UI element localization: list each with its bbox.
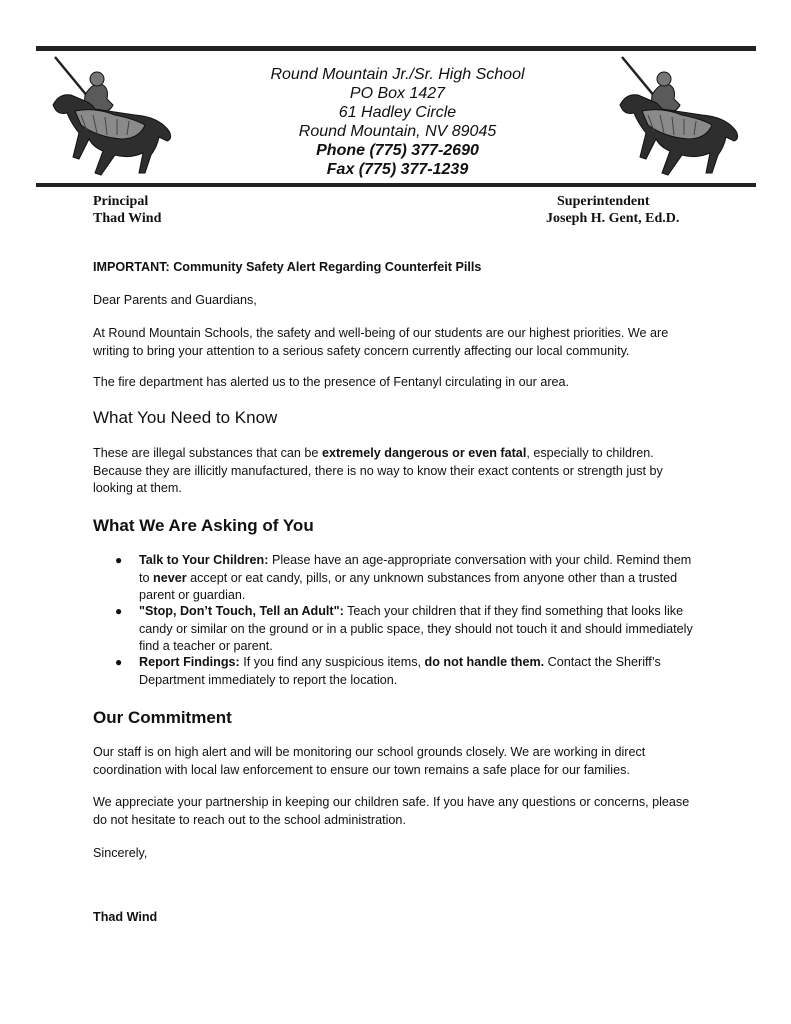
superintendent-name: Joseph H. Gent, Ed.D. (546, 211, 680, 226)
signature-name: Thad Wind (93, 910, 158, 924)
closing: Sincerely, (93, 846, 148, 860)
need-to-know-paragraph: These are illegal substances that can be extremely dangerous or even fatal, especially to children. Because they are illicitly manufactured, there is no way to know their exact contents or strength just by looking at them. (93, 446, 663, 495)
bullet-icon: ● (115, 604, 123, 618)
phone-number: Phone (775) 377-2690 (316, 142, 479, 159)
bullet-icon: ● (115, 553, 123, 567)
commitment-paragraph: Our staff is on high alert and will be monitoring our school grounds closely. We are working in direct coordination with local law enforcement to ensure our town remains a safe place for our families. (93, 745, 646, 777)
section-heading-need-to-know: What You Need to Know (93, 408, 278, 427)
header-top-rule (36, 46, 756, 51)
section-heading-commitment: Our Commitment (93, 708, 232, 727)
intro-paragraph: At Round Mountain Schools, the safety and well-being of our students are our highest priorities. We are writing to bring your attention to a serious safety concern currently affecting our local community. (93, 326, 669, 358)
appreciation-paragraph: We appreciate your partnership in keeping our children safe. If you have any questions or concerns, please do not hesitate to reach out to the school administration. (93, 795, 690, 827)
fax-number: Fax (775) 377-1239 (326, 161, 469, 178)
superintendent-title: Superintendent (557, 194, 650, 209)
city-state-zip: Round Mountain, NV 89045 (298, 123, 497, 140)
principal-title: Principal (93, 194, 149, 209)
knight-on-horse-icon (45, 55, 175, 185)
school-name: Round Mountain Jr./Sr. High School (270, 66, 525, 83)
salutation: Dear Parents and Guardians, (93, 293, 257, 307)
section-heading-asking: What We Are Asking of You (93, 516, 314, 535)
header-bottom-rule (36, 183, 756, 187)
street-address: 61 Hadley Circle (338, 104, 457, 121)
knight-on-horse-icon (612, 55, 742, 185)
principal-name: Thad Wind (93, 211, 162, 226)
list-item: Report Findings: If you find any suspicious items, do not handle them. Contact the Sheriff’s Department immediately to report the location. (139, 655, 661, 687)
bullet-icon: ● (115, 655, 123, 669)
po-box: PO Box 1427 (349, 85, 446, 102)
letter-subject: IMPORTANT: Community Safety Alert Regarding Counterfeit Pills (93, 260, 482, 274)
list-item: Talk to Your Children: Please have an age-appropriate conversation with your child. Remind them to never accept or eat candy, pills, or any unknown substances from anyone other than a trusted parent or guardian. (139, 553, 692, 602)
list-item: "Stop, Don’t Touch, Tell an Adult": Teach your children that if they find something that looks like candy or similar on the ground or in a public space, they should not touch it and should immediately find a teacher or parent. (139, 604, 693, 653)
alert-paragraph: The fire department has alerted us to the presence of Fentanyl circulating in our area. (93, 375, 570, 389)
